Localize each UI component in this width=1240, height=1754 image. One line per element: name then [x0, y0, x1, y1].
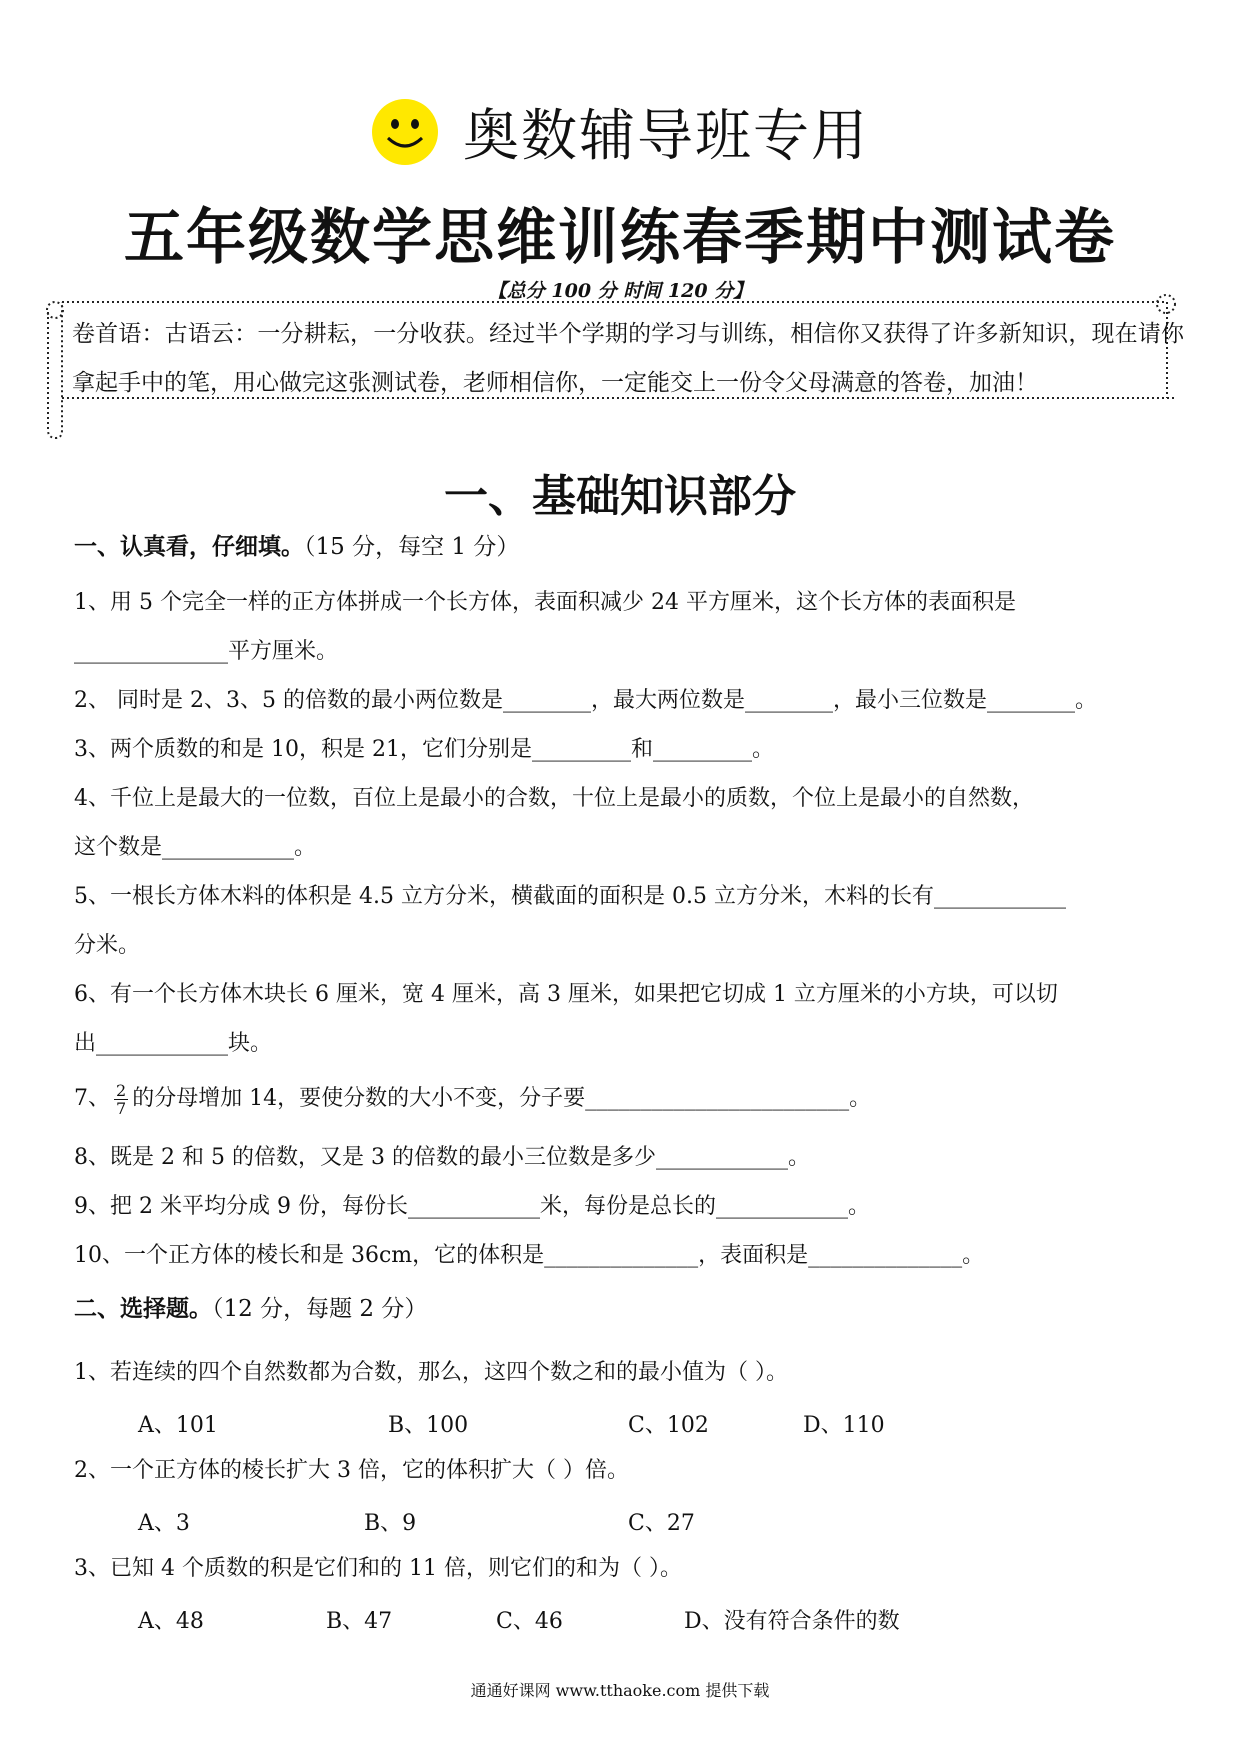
fill-heading-points: （15 分，每空 1 分）: [304, 534, 520, 560]
part1-title: 一、基础知识部分: [444, 471, 796, 522]
fill-q1-cont: ______________平方厘米。: [74, 639, 339, 664]
fill-q5: 5、一根长方体木料的体积是 4.5 立方分米，横截面的面积是 0.5 立方分米，木料的长有____________: [74, 884, 1066, 909]
intro-text: 卷首语：古语云：一分耕耘，一分收获。经过半个学期的学习与训练，相信你又获得了许多新知识，现在请你拿起手中的笔，用心做完这张测试卷，老师相信你，一定能交上一份令父母满意的答卷，加油！: [72, 321, 1184, 396]
score-info: 【总分 100 分 时间 120 分】: [487, 280, 753, 302]
fill-heading-label: 一、认真看，仔细填。: [74, 534, 304, 560]
choice-q2: 2、一个正方体的棱长扩大 3 倍，它的体积扩大（ ）倍。: [74, 1458, 629, 1483]
choice-q3-option-c: C、46: [496, 1609, 563, 1634]
fill-q10: 10、一个正方体的棱长和是 36cm，它的体积是______________，表面积是______________。: [74, 1243, 985, 1268]
fill-q2: 2、 同时是 2、3、5 的倍数的最小两位数是________，最大两位数是________，最小三位数是________。: [74, 688, 1097, 713]
fill-q9: 9、把 2 米平均分成 9 份，每份长____________米，每份是总长的____________。: [74, 1194, 870, 1219]
fill-q7: [74, 1074, 1174, 1123]
fill-q4-cont: 这个数是____________。: [74, 835, 317, 860]
choice-heading-label: 二、选择题。: [74, 1296, 212, 1322]
fill-heading: [74, 528, 519, 561]
choice-q2-option-b: B、9: [364, 1511, 417, 1536]
banner: [0, 92, 1240, 172]
fraction-numerator: 2: [116, 1080, 127, 1100]
choice-q1-option-a: A、101: [138, 1413, 218, 1438]
choice-heading: [74, 1290, 427, 1323]
choice-q3-option-d: D、没有符合条件的数: [684, 1609, 900, 1634]
choice-q1-option-c: C、102: [628, 1413, 709, 1438]
fill-q8: 8、既是 2 和 5 的倍数，又是 3 的倍数的最小三位数是多少____________。: [74, 1145, 810, 1170]
page-title: 五年级数学思维训练春季期中测试卷: [124, 203, 1116, 273]
choice-q3: 3、已知 4 个质数的积是它们和的 11 倍，则它们的和为（ ）。: [74, 1556, 682, 1581]
fraction: [114, 1082, 128, 1117]
choice-q1-option-b: B、100: [388, 1413, 469, 1438]
banner-text: 奥数辅导班专用: [463, 104, 869, 169]
fill-q7-number: 7、: [74, 1086, 110, 1111]
fill-q7-text: 的分母增加 14，要使分数的大小不变，分子要________________________。: [132, 1086, 872, 1111]
fill-q1: 1、用 5 个完全一样的正方体拼成一个长方体，表面积减少 24 平方厘米，这个长方体的表面积是: [74, 590, 1016, 615]
choice-q1: 1、若连续的四个自然数都为合数，那么，这四个数之和的最小值为（ ）。: [74, 1360, 788, 1385]
fill-q4: 4、千位上是最大的一位数，百位上是最小的合数，十位上是最小的质数，个位上是最小的自然数，: [74, 786, 1035, 811]
choice-q3-option-b: B、47: [326, 1609, 393, 1634]
fill-q6: 6、有一个长方体木块长 6 厘米，宽 4 厘米，高 3 厘米，如果把它切成 1 立方厘米的小方块，可以切: [74, 982, 1058, 1007]
choice-q3-option-a: A、48: [138, 1609, 204, 1634]
fill-q3: 3、两个质数的和是 10，积是 21，它们分别是_________和_________。: [74, 737, 774, 762]
choice-q2-option-c: C、27: [628, 1511, 695, 1536]
fraction-denominator: 7: [116, 1098, 127, 1118]
fill-q6-cont: 出____________块。: [74, 1031, 273, 1056]
fill-q5-cont: 分米。: [74, 933, 141, 958]
choice-q1-option-d: D、110: [803, 1413, 885, 1438]
choice-heading-points: （12 分，每题 2 分）: [212, 1296, 428, 1322]
footer-text: 通通好课网 www.tthaoke.com 提供下载: [470, 1681, 770, 1700]
smiley-icon: [371, 98, 439, 166]
choice-q2-option-a: A、3: [138, 1511, 190, 1536]
